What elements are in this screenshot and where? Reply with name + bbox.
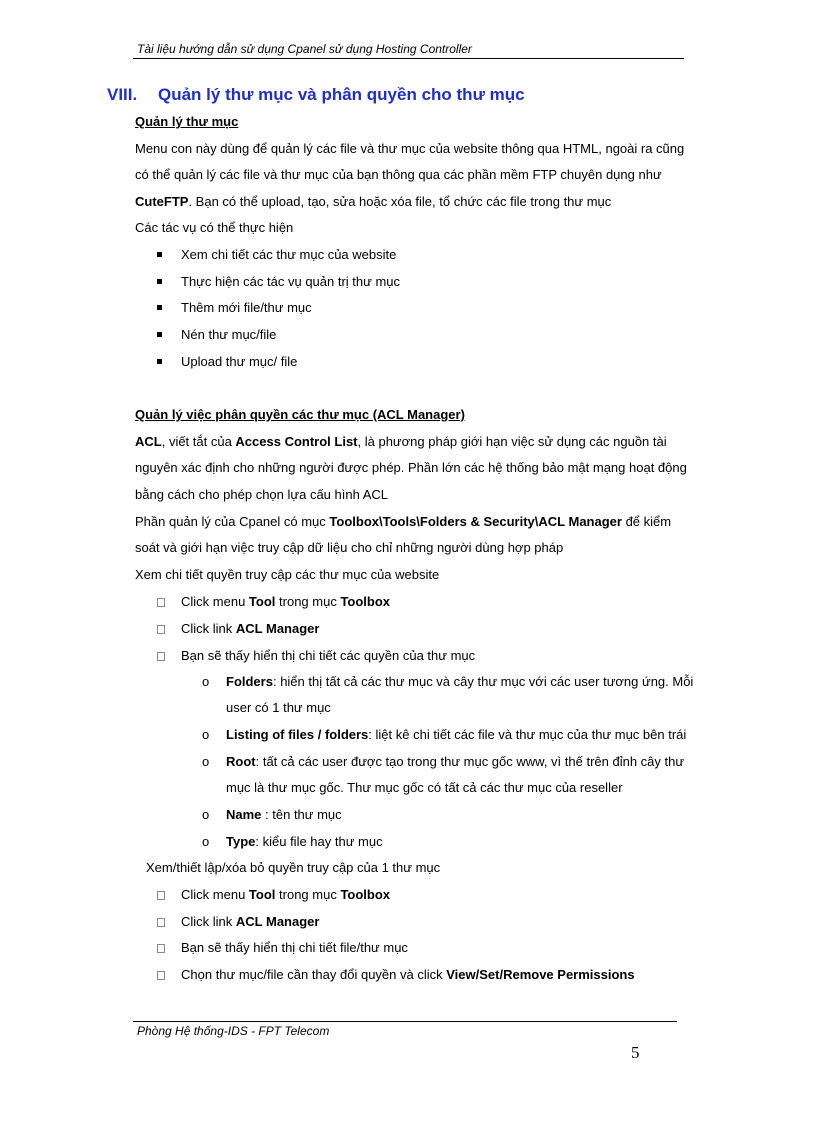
cuteftp-term: CuteFTP <box>135 194 189 209</box>
page-number: 5 <box>631 1043 640 1062</box>
section-number: VIII. <box>107 85 138 104</box>
bullet-square-icon <box>157 279 162 284</box>
detail-type: Type: kiểu file hay thư mục <box>226 834 383 849</box>
detail-name: Name : tên thư mục <box>226 807 342 822</box>
folder-mgmt-para-line1: Menu con này dùng để quản lý các file và thư mục của website thông qua HTML, ngoài ra cũng <box>135 141 685 156</box>
section-title: Quản lý thư mục và phân quyền cho thư mục <box>158 85 525 104</box>
checkbox-bullet-icon <box>157 971 165 980</box>
header-rule <box>133 58 684 59</box>
checkbox-bullet-icon <box>157 891 165 900</box>
step-show-permissions: Bạn sẽ thấy hiển thị chi tiết các quyền của thư mục <box>181 648 476 663</box>
step-click-menu: Click menu Tool trong mục Toolbox <box>181 594 391 609</box>
circle-bullet-icon: o <box>202 834 210 849</box>
detail-root: Root: tất cả các user được tạo trong thư mục gốc www, vì thế trên đỉnh cây thư <box>226 754 685 769</box>
bullet-square-icon <box>157 305 162 310</box>
bullet-square-icon <box>157 252 162 257</box>
footer-rule <box>133 1021 677 1022</box>
detail-root-cont: mục là thư mục gốc. Thư mục gốc có tất cả các thư mục của reseller <box>226 780 623 795</box>
bullet-square-icon <box>157 332 162 337</box>
acl-para-line4: Phần quản lý của Cpanel có mục Toolbox\Tools\Folders & Security\ACL Manager để kiểm <box>135 514 672 529</box>
acl-para-line5: soát và giới hạn việc truy cập dữ liệu cho chỉ những người dùng hợp pháp <box>135 540 564 555</box>
folder-mgmt-para-line3: CuteFTP. Bạn có thể upload, tạo, sửa hoặc xóa file, tổ chức các file trong thư mục <box>135 194 612 209</box>
step-show-file: Bạn sẽ thấy hiển thị chi tiết file/thư mục <box>181 940 408 955</box>
circle-bullet-icon: o <box>202 727 210 742</box>
step-choose-folder: Chọn thư mục/file cần thay đổi quyền và click View/Set/Remove Permissions <box>181 967 635 982</box>
tasks-intro: Các tác vụ có thể thực hiện <box>135 220 294 235</box>
folder-mgmt-heading: Quản lý thư mục <box>135 114 239 129</box>
checkbox-bullet-icon <box>157 598 165 607</box>
checkbox-bullet-icon <box>157 944 165 953</box>
circle-bullet-icon: o <box>202 807 210 822</box>
step-click-link-2: Click link ACL Manager <box>181 914 320 929</box>
acl-heading: Quản lý việc phân quyền các thư mục (ACL Manager) <box>135 407 465 422</box>
circle-bullet-icon: o <box>202 674 210 689</box>
task-item: Xem chi tiết các thư mục của website <box>181 247 397 262</box>
task-item: Thực hiện các tác vụ quản trị thư mục <box>181 274 401 289</box>
page-header: Tài liệu hướng dẫn sử dụng Cpanel sử dụng Hosting Controller <box>137 42 472 56</box>
acl-para-line1: ACL, viết tắt của Access Control List, là phương pháp giới hạn việc sử dụng các nguồn tài <box>135 434 667 449</box>
task-item: Nén thư mục/file <box>181 327 277 342</box>
view-perm-intro: Xem chi tiết quyền truy cập các thư mục của website <box>135 567 440 582</box>
checkbox-bullet-icon <box>157 625 165 634</box>
folder-mgmt-para-line2: có thể quản lý các file và thư mục của bạn thông qua các phần mềm FTP chuyên dụng như <box>135 167 662 182</box>
step-click-menu-2: Click menu Tool trong mục Toolbox <box>181 887 391 902</box>
acl-para-line3: bằng cách cho phép chọn lựa cấu hình ACL <box>135 487 388 502</box>
checkbox-bullet-icon <box>157 652 165 661</box>
detail-folders: Folders: hiển thị tất cả các thư mục và cây thư mục với các user tương ứng. Mỗi <box>226 674 694 689</box>
task-item: Upload thư mục/ file <box>181 354 298 369</box>
detail-folders-cont: user có 1 thư mục <box>226 700 331 715</box>
checkbox-bullet-icon <box>157 918 165 927</box>
set-perm-intro: Xem/thiết lập/xóa bỏ quyền truy cập của 1 thư mục <box>146 860 441 875</box>
circle-bullet-icon: o <box>202 754 210 769</box>
acl-para-line2: nguyên xác định cho những người được phép. Phần lớn các hệ thống bảo mật mạng hoạt động <box>135 460 687 475</box>
page-footer: Phòng Hệ thống-IDS - FPT Telecom <box>137 1024 330 1038</box>
detail-listing: Listing of files / folders: liệt kê chi tiết các file và thư mục của thư mục bên trái <box>226 727 687 742</box>
task-item: Thêm mới file/thư mục <box>181 300 312 315</box>
bullet-square-icon <box>157 359 162 364</box>
step-click-link: Click link ACL Manager <box>181 621 320 636</box>
